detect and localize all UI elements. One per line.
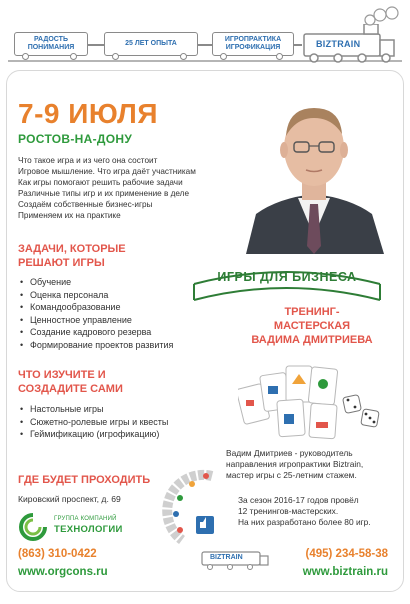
season-stats: [238, 495, 402, 528]
wheel: [70, 53, 77, 60]
season-line: За сезон 2016-17 годов провёл: [238, 495, 359, 505]
list-item: • Оценка персонала: [18, 289, 173, 302]
wagon-gameplay-label: ИГРОПРАКТИКА ИГРОФИКАЦИЯ: [224, 36, 282, 51]
speaker-photo: [228, 86, 400, 254]
wagon-experience-label: 25 ЛЕТ ОПЫТА: [125, 40, 177, 47]
organizer-logo: [18, 510, 158, 544]
website-orgcons[interactable]: www.orgcons.ru: [18, 566, 108, 578]
venue-heading: ГДЕ БУДЕТ ПРОХОДИТЬ: [18, 474, 151, 486]
training-title-line: ВАДИМА ДМИТРИЕВА: [251, 334, 373, 346]
wheel: [112, 53, 119, 60]
learn-heading: [18, 368, 123, 396]
list-item: • Обучение: [18, 276, 173, 289]
list-item: • Командообразование: [18, 301, 173, 314]
ribbon-title: ИГРЫ ДЛЯ БИЗНЕСА: [217, 270, 357, 284]
learn-list: [18, 403, 168, 441]
phone-moscow[interactable]: (495) 234-58-38: [305, 548, 388, 560]
bio-line: направления игропрактики Biztrain,: [226, 459, 364, 469]
wheel: [180, 53, 187, 60]
intro-line: Как игры помогают решить рабочие задачи: [18, 178, 183, 187]
intro-line: Применяем их на практике: [18, 211, 121, 220]
coupler: [294, 44, 302, 46]
coupler: [198, 44, 212, 46]
list-item: • Настольные игры: [18, 403, 168, 416]
smoke-icon: [330, 6, 402, 26]
game-board-illustration: [162, 468, 226, 548]
speaker-portrait-image: [228, 86, 400, 254]
bio-line: Вадим Дмитриев - руководитель: [226, 448, 353, 458]
wheel: [22, 53, 29, 60]
header-train: [8, 6, 402, 64]
list-item: • Создание кадрового резерва: [18, 326, 173, 339]
season-line: На них разработано более 80 игр.: [238, 517, 371, 527]
tasks-heading: [18, 242, 126, 270]
training-title-line: МАСТЕРСКАЯ: [273, 320, 351, 332]
list-item: • Формирование проектов развития: [18, 339, 173, 352]
logo-name: ТЕХНОЛОГИИ: [54, 524, 123, 535]
mini-train-label: BIZTRAIN: [210, 554, 243, 561]
wheel: [220, 53, 227, 60]
organizer-logo-icon: [18, 512, 48, 542]
list-item: • Сюжетно-ролевые игры и квесты: [18, 416, 168, 429]
coupler: [88, 44, 104, 46]
wheel: [276, 53, 283, 60]
list-item: • Геймификацию (игрофикацию): [18, 428, 168, 441]
event-city: РОСТОВ-НА-ДОНУ: [18, 132, 133, 146]
intro-line: Что такое игра и из чего она состоит: [18, 156, 158, 165]
training-title-line: ТРЕНИНГ-: [284, 306, 340, 318]
bio-line: мастер игры с 25-летним стажем.: [226, 470, 357, 480]
tasks-heading-line: РЕШАЮТ ИГРЫ: [18, 257, 105, 269]
wagon-joy-label: РАДОСТЬ ПОНИМАНИЯ: [27, 36, 75, 51]
website-biztrain[interactable]: www.biztrain.ru: [302, 566, 388, 578]
speaker-bio: [226, 448, 402, 481]
tasks-list: [18, 276, 173, 352]
intro-list: [18, 155, 218, 221]
learn-heading-line: ЧТО ИЗУЧИТЕ И: [18, 369, 106, 381]
season-line: 12 тренингов-мастерских.: [238, 506, 339, 516]
locomotive-label: BIZTRAIN: [316, 39, 361, 49]
event-dates: 7-9 ИЮЛЯ: [18, 98, 158, 129]
learn-heading-line: СОЗДАДИТЕ САМИ: [18, 383, 123, 395]
venue-address: Кировский проспект, д. 69: [18, 494, 121, 504]
intro-line: Игровое мышление. Что игра даёт участникам: [18, 167, 196, 176]
list-item: • Ценностное управление: [18, 314, 173, 327]
training-title: [232, 305, 392, 347]
intro-line: Создаём собственные бизнес-игры: [18, 200, 153, 209]
logo-caption: ГРУППА КОМПАНИЙ: [54, 516, 117, 522]
game-cards-illustration: [238, 360, 388, 442]
train-locomotive: [302, 24, 398, 56]
tasks-heading-line: ЗАДАЧИ, КОТОРЫЕ: [18, 243, 126, 255]
intro-line: Различные типы игр и их применение в деле: [18, 189, 190, 198]
mini-train: [200, 548, 270, 570]
phone-rostov[interactable]: (863) 310-0422: [18, 548, 97, 560]
